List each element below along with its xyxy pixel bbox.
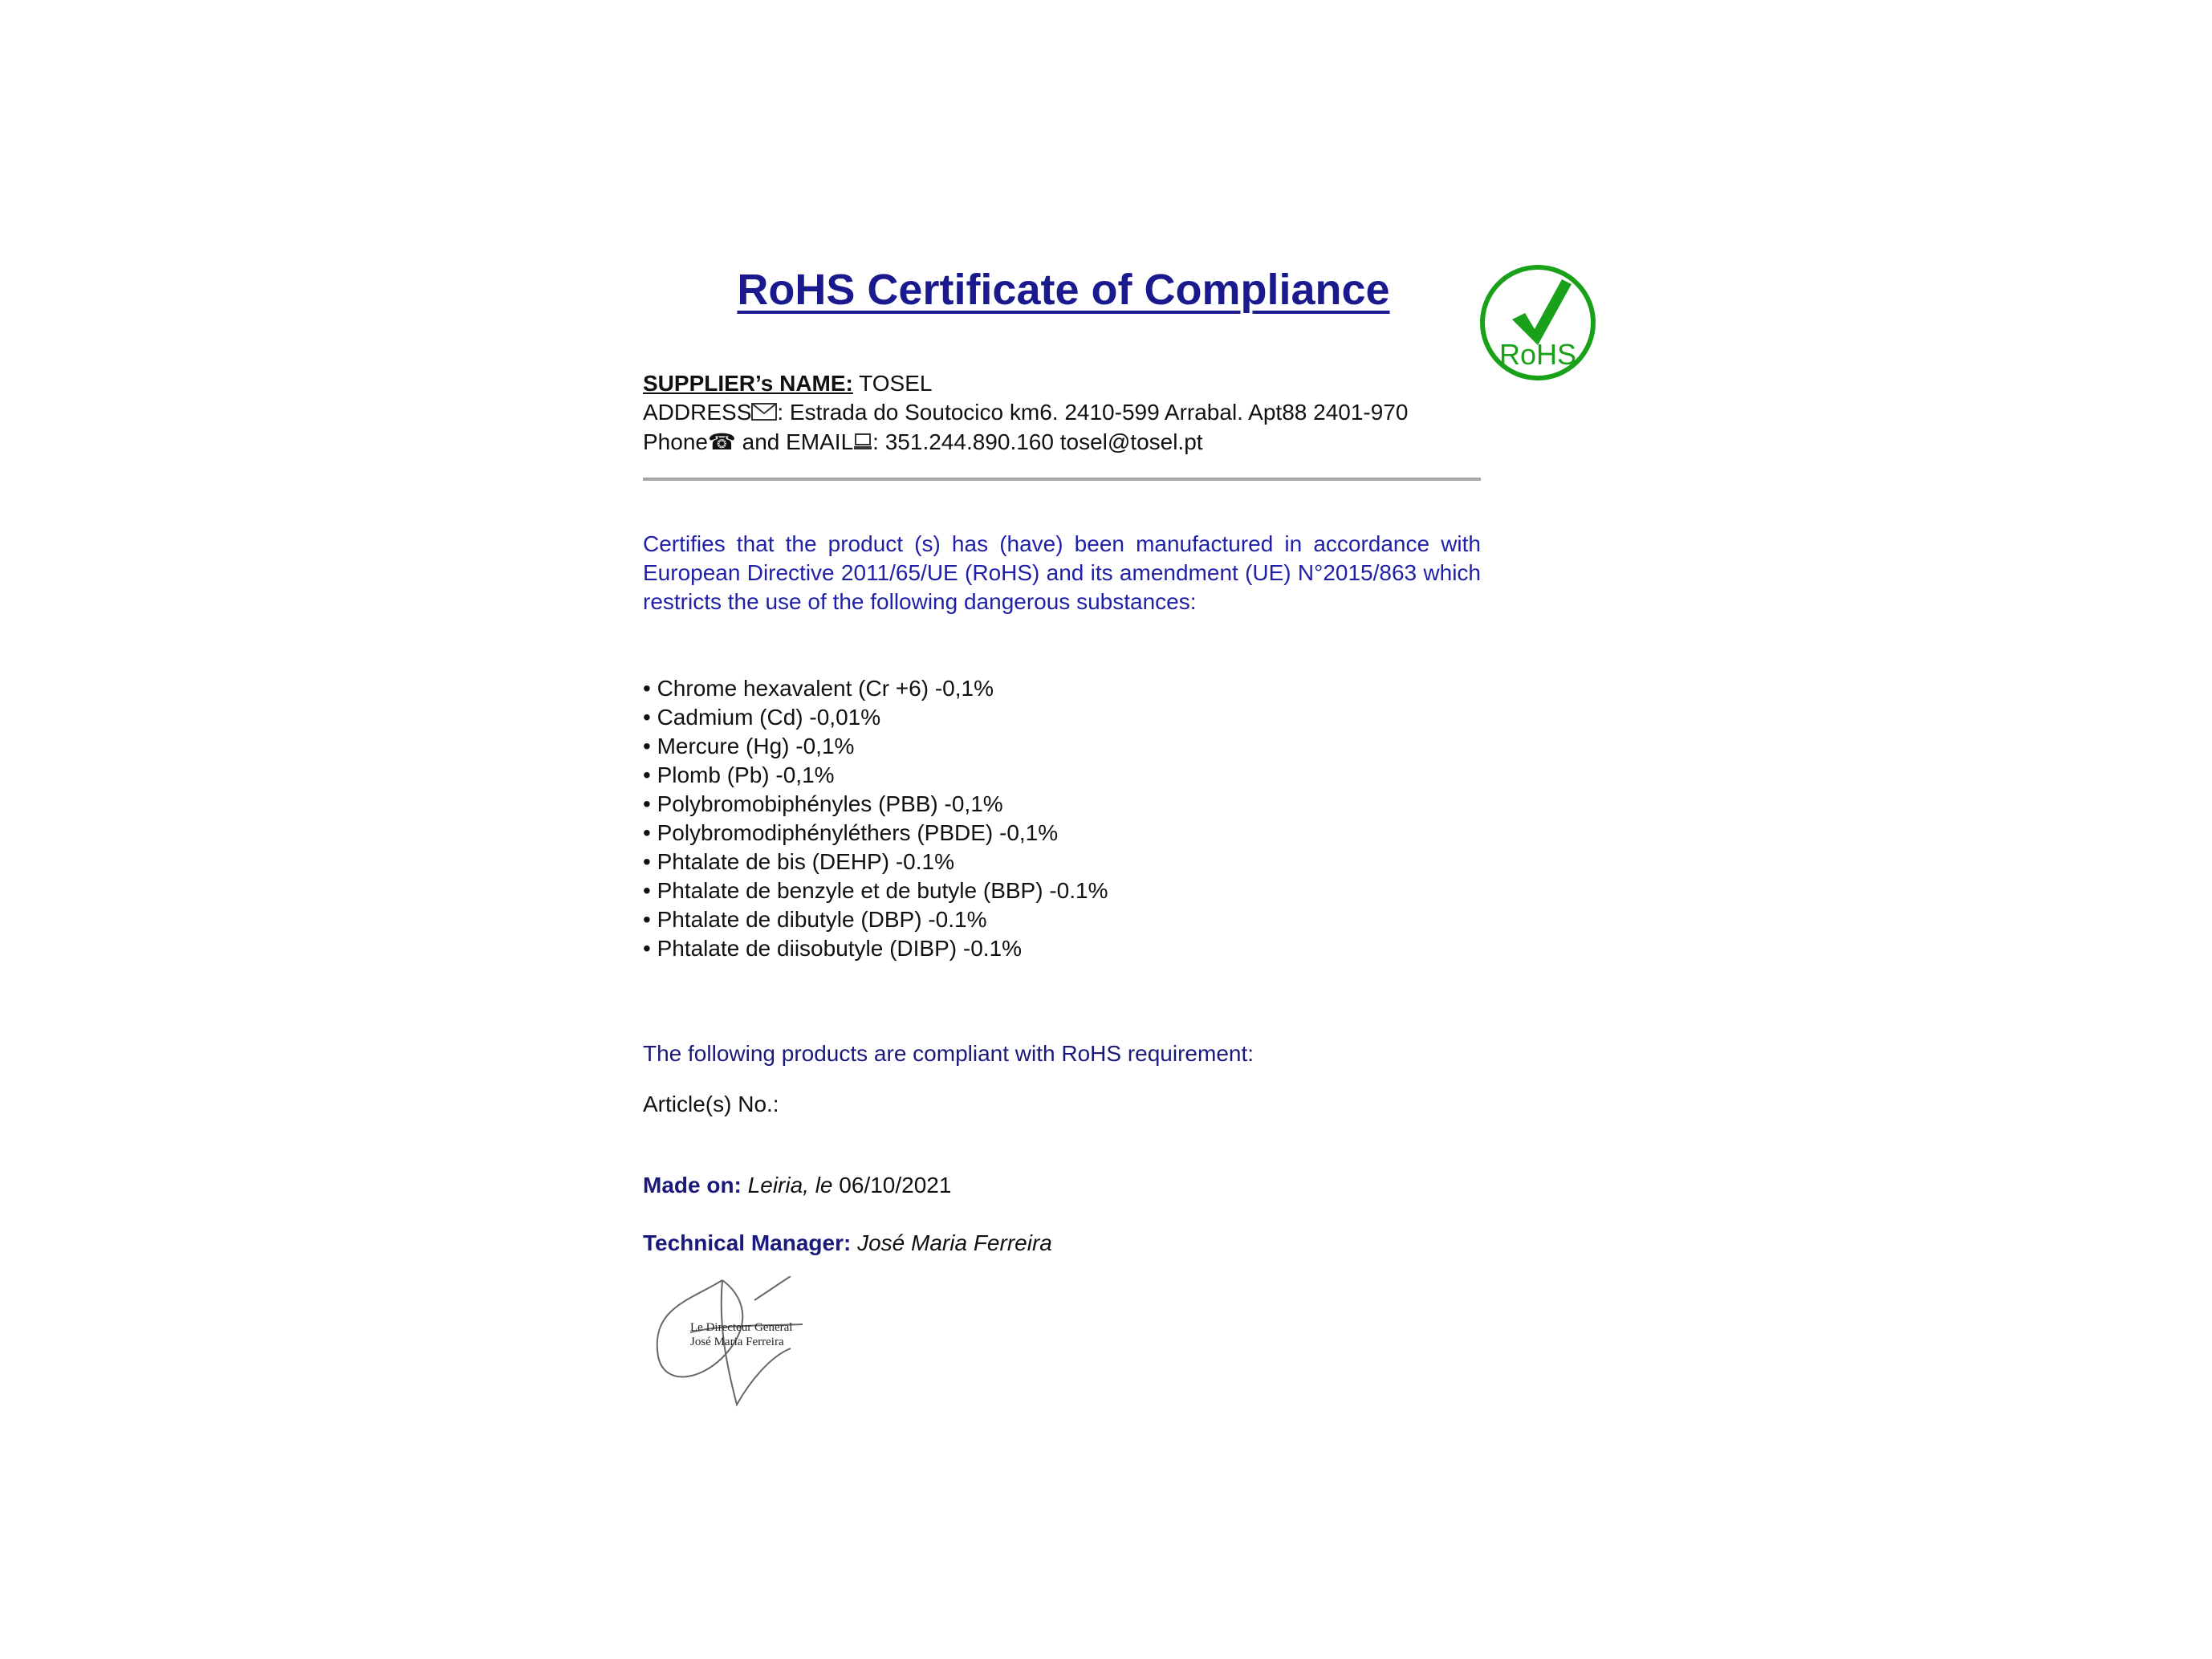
- list-item: • Polybromobiphényles (PBB) -0,1%: [643, 791, 1003, 816]
- technical-manager-name: José Maria Ferreira: [851, 1230, 1052, 1255]
- signature-line-1: Le Directeur General: [690, 1321, 793, 1334]
- supplier-name-line: [643, 371, 932, 396]
- divider: [643, 478, 1481, 481]
- computer-icon: [853, 431, 872, 457]
- phone-label: Phone: [643, 429, 708, 454]
- substances-list: [643, 674, 1108, 963]
- compliance-note: The following products are compliant with RoHS requirement:: [643, 1041, 1254, 1066]
- list-item: • Cadmium (Cd) -0,01%: [643, 705, 881, 730]
- compliance-statement: Certifies that the product (s) has (have) been manufactured in accordance with European Directive 2011/65/UE (RoHS) and its amendment (UE) N°2015/863 which restricts the use of the following dangerous substances:: [643, 531, 1481, 614]
- list-item: • Phtalate de benzyle et de butyle (BBP) -0.1%: [643, 878, 1108, 903]
- list-item: • Phtalate de bis (DEHP) -0.1%: [643, 849, 954, 874]
- signature-line-2: José Maria Ferreira: [690, 1336, 784, 1348]
- made-on-place: Leiria, le: [741, 1173, 833, 1197]
- list-item: • Polybromodiphényléthers (PBDE) -0,1%: [643, 820, 1059, 845]
- contact-value: : 351.244.890.160 tosel@tosel.pt: [872, 429, 1203, 454]
- articles-label: Article(s) No.:: [643, 1092, 779, 1116]
- technical-manager-line: [643, 1230, 1052, 1256]
- made-on-line: [643, 1173, 951, 1198]
- supplier-name-value: TOSEL: [852, 371, 933, 396]
- list-item: • Phtalate de diisobutyle (DIBP) -0.1%: [643, 936, 1023, 961]
- address-value: : Estrada do Soutocico km6. 2410-599 Arrabal. Apt88 2401-970: [777, 400, 1409, 425]
- made-on-label: Made on:: [643, 1173, 742, 1197]
- technical-manager-label: Technical Manager:: [643, 1230, 852, 1255]
- supplier-name-label: SUPPLIER’s NAME:: [643, 371, 853, 396]
- contact-line: [643, 429, 1203, 457]
- badge-text: RoHS: [1498, 338, 1577, 371]
- address-label: ADDRESS: [643, 400, 752, 425]
- address-line: [643, 400, 1408, 427]
- made-on-date: 06/10/2021: [832, 1173, 952, 1197]
- telephone-icon: ☎: [707, 429, 736, 454]
- signature-stamp: [642, 1276, 835, 1413]
- email-label: and EMAIL: [735, 429, 854, 454]
- envelope-icon: [751, 401, 777, 427]
- list-item: • Plomb (Pb) -0,1%: [643, 762, 835, 787]
- list-item: • Mercure (Hg) -0,1%: [643, 734, 855, 758]
- list-item: • Chrome hexavalent (Cr +6) -0,1%: [643, 676, 994, 701]
- list-item: • Phtalate de dibutyle (DBP) -0.1%: [643, 907, 987, 932]
- rohs-check-badge-icon: [1478, 263, 1597, 382]
- certificate-title: RoHS Certificate of Compliance: [737, 266, 1390, 314]
